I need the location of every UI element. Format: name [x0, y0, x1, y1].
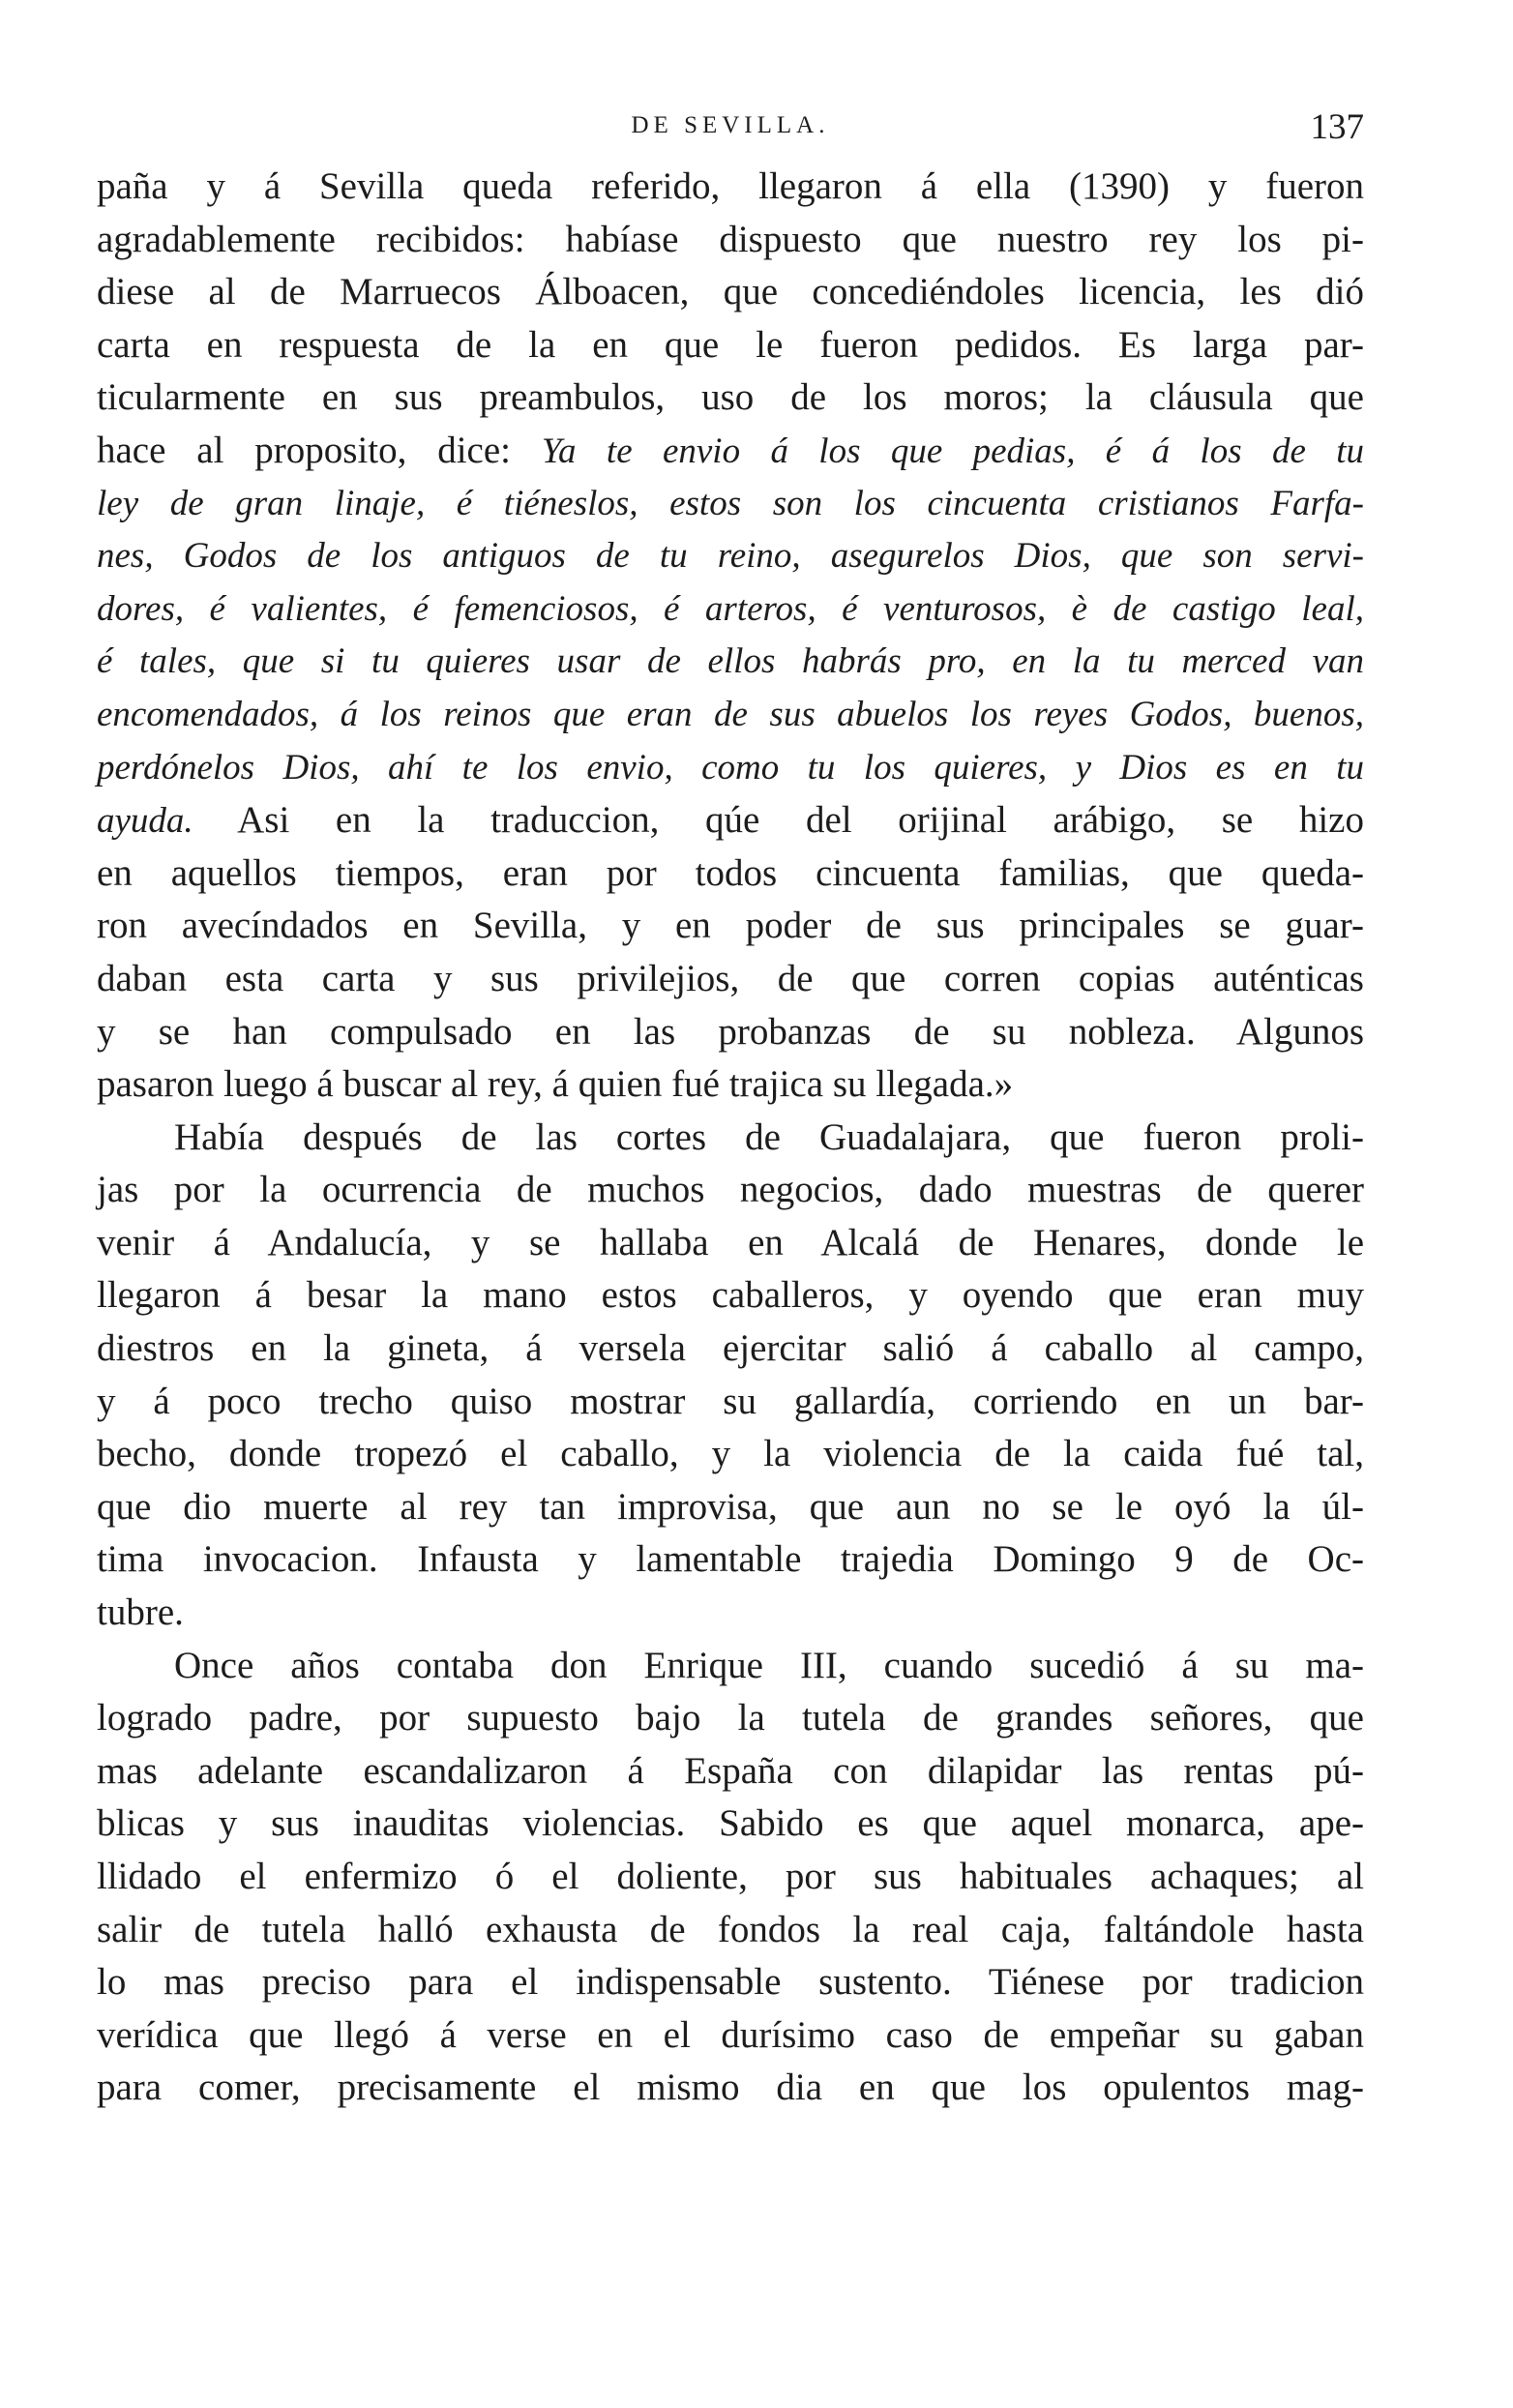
- letter-quote-line: ley de gran linaje, é tiéneslos, estos son los cincuenta cristianos Farfa-: [97, 483, 1364, 523]
- text-line: que dio muerte al rey tan improvisa, que aun no se le oyó la úl-: [97, 1485, 1364, 1528]
- text-line: pasaron luego á buscar al rey, á quien fué trajica su llegada.»: [97, 1063, 1014, 1106]
- text-line: para comer, precisamente el mismo dia en que los opulentos mag-: [97, 2066, 1364, 2109]
- text-line: ron avecíndados en Sevilla, y en poder de sus principales se guar-: [97, 905, 1364, 947]
- text-line: lo mas preciso para el indispensable sustento. Tiénese por tradicion: [97, 1961, 1364, 2004]
- text-line: tubre.: [97, 1591, 184, 1634]
- text-line: salir de tutela halló exhausta de fondos la real caja, faltándole hasta: [97, 1908, 1364, 1950]
- letter-quote-line: perdónelos Dios, ahí te los envio, como tu los quieres, y Dios es en tu: [97, 747, 1364, 788]
- text-line: tima invocacion. Infausta y lamentable trajedia Domingo 9 de Oc-: [97, 1538, 1364, 1581]
- text-line-mixed: [97, 794, 1364, 847]
- text-line: jas por la ocurrencia de muchos negocios, dado muestras de querer: [97, 1169, 1364, 1211]
- text-line: venir á Andalucía, y se hallaba en Alcalá de Henares, donde le: [97, 1221, 1364, 1263]
- letter-quote-line: nes, Godos de los antiguos de tu reino, asegurelos Dios, que son servi-: [97, 536, 1364, 577]
- text-body: [97, 161, 1364, 2115]
- text-line: becho, donde tropezó el caballo, y la violencia de la caida fué tal,: [97, 1433, 1364, 1475]
- text-line: ticularmente en sus preambulos, uso de los moros; la cláusula que: [97, 376, 1364, 419]
- letter-quote-line: dores, é valientes, é femenciosos, é arteros, é venturosos, è de castigo leal,: [97, 588, 1364, 629]
- running-title: DE SEVILLA.: [631, 112, 830, 138]
- letter-quote-run: ayuda.: [97, 801, 193, 842]
- text-line: agradablemente recibidos: habíase dispuesto que nuestro rey los pi-: [97, 218, 1364, 260]
- text-line: carta en respuesta de la en que le fueron pedidos. Es larga par-: [97, 323, 1364, 366]
- text-line: Once años contaba don Enrique III, cuando sucedió á su ma-: [174, 1644, 1364, 1686]
- text-line: y se han compulsado en las probanzas de su nobleza. Algunos: [97, 1010, 1364, 1053]
- text-run: hace al proposito, dice:: [97, 429, 512, 471]
- text-line: mas adelante escandalizaron á España con dilapidar las rentas pú-: [97, 1749, 1364, 1792]
- text-run: Asi en la traduccion, qúe del orijinal arábigo, se hizo: [237, 799, 1364, 842]
- text-line: Había después de las cortes de Guadalajara, que fueron proli-: [174, 1115, 1364, 1158]
- text-line: llidado el enfermizo ó el doliente, por sus habituales achaques; al: [97, 1856, 1364, 1897]
- letter-quote-line: encomendados, á los reinos que eran de sus abuelos los reyes Godos, buenos,: [97, 694, 1364, 734]
- book-page: [97, 106, 1364, 2115]
- text-line: daban esta carta y sus privilejios, de que corren copias auténticas: [97, 957, 1364, 999]
- text-line: paña y á Sevilla queda referido, llegaron á ella (1390) y fueron: [97, 165, 1364, 207]
- text-line: blicas y sus inauditas violencias. Sabido es que aquel monarca, ape-: [97, 1802, 1364, 1845]
- letter-quote-line: é tales, que si tu quieres usar de ellos habrás pro, en la tu merced van: [97, 641, 1364, 682]
- text-line: y á poco trecho quiso mostrar su gallardía, corriendo en un bar-: [97, 1380, 1364, 1422]
- text-line: llegaron á besar la mano estos caballeros, y oyendo que eran muy: [97, 1274, 1364, 1317]
- running-head: [97, 106, 1364, 161]
- text-line: diese al de Marruecos Álboacen, que concediéndoles licencia, les dió: [97, 271, 1364, 313]
- text-line-mixed: [97, 425, 1364, 478]
- text-line: logrado padre, por supuesto bajo la tutela de grandes señores, que: [97, 1697, 1364, 1739]
- page-number: 137: [1310, 107, 1364, 147]
- text-line: verídica que llegó á verse en el durísimo caso de empeñar su gaban: [97, 2013, 1364, 2056]
- letter-quote-run: Ya te envio á los que pedias, é á los de tu: [541, 431, 1365, 471]
- text-line: diestros en la gineta, á versela ejercitar salió á caballo al campo,: [97, 1327, 1364, 1370]
- text-line: en aquellos tiempos, eran por todos cincuenta familias, que queda-: [97, 851, 1364, 894]
